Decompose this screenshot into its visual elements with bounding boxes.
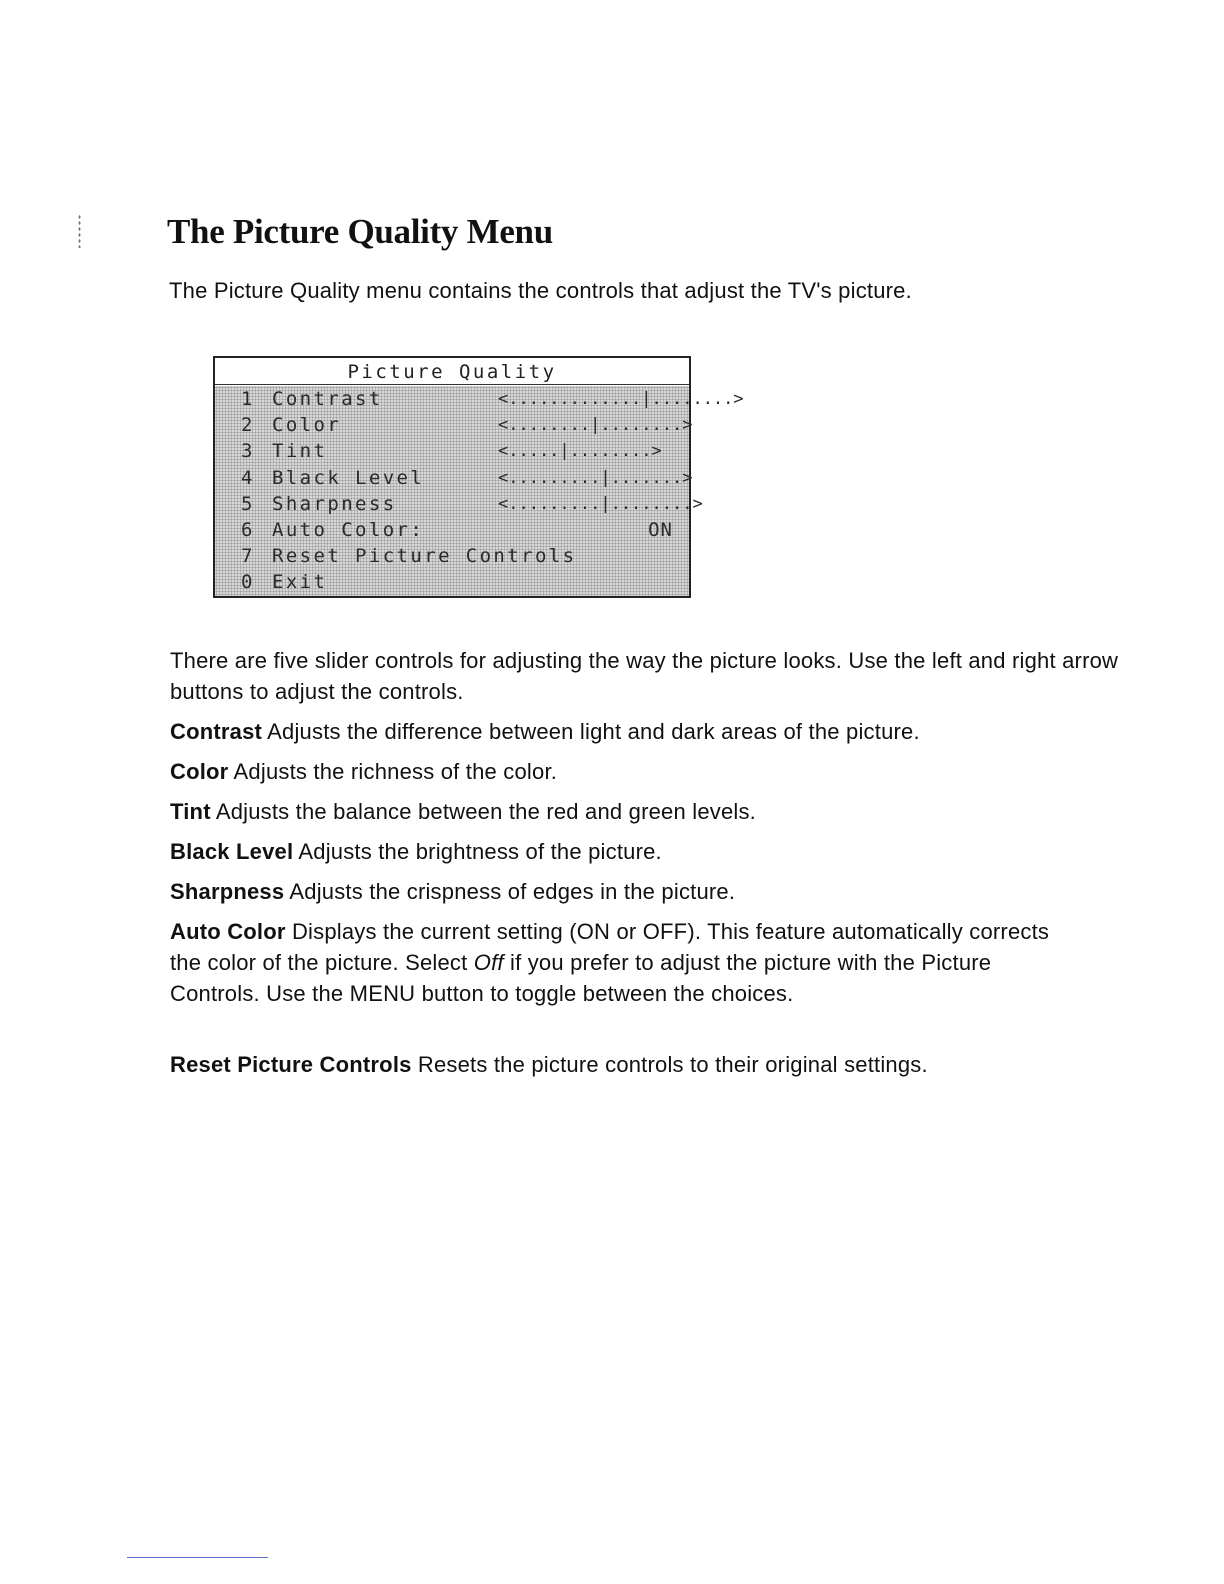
menu-item-label: Exit	[272, 571, 328, 594]
tint-slider[interactable]: <.....|........>	[498, 441, 662, 462]
menu-item-label: Sharpness	[272, 492, 397, 515]
definition-term: Color	[170, 759, 229, 784]
intro-paragraph: The Picture Quality menu contains the controls that adjust the TV's picture.	[169, 278, 912, 303]
definition-text: Resets the picture controls to their original settings.	[411, 1052, 928, 1077]
definition-term: Tint	[170, 799, 211, 824]
menu-item-tint[interactable]	[215, 438, 689, 464]
menu-item-label: Color	[272, 414, 342, 437]
definition-text: Adjusts the richness of the color.	[228, 759, 558, 784]
definition-contrast	[170, 716, 1130, 747]
menu-item-number: 1	[241, 388, 255, 410]
menu-item-number: 0	[241, 571, 255, 594]
menu-item-number: 6	[241, 518, 255, 541]
auto-color-value: ON	[648, 518, 673, 541]
black-level-slider[interactable]: <.........|.......>	[498, 467, 693, 488]
definition-sharpness	[170, 876, 1130, 907]
menu-items	[215, 386, 744, 596]
menu-item-label: Black Level	[272, 466, 425, 489]
definition-reset-picture-controls	[170, 1049, 1170, 1080]
menu-item-label: Tint	[272, 440, 328, 463]
menu-item-sharpness[interactable]	[215, 491, 703, 517]
definition-auto-color	[170, 916, 1070, 1009]
menu-item-number: 2	[241, 414, 255, 437]
contrast-slider[interactable]: <.............|........>	[498, 389, 744, 409]
sharpness-slider[interactable]: <.........|........>	[498, 493, 703, 514]
definition-term: Contrast	[170, 719, 263, 744]
scan-artifact	[78, 214, 81, 248]
definition-term: Auto Color	[170, 919, 286, 944]
menu-item-exit[interactable]	[215, 569, 689, 595]
menu-item-color[interactable]	[215, 412, 693, 438]
footer-rule	[127, 1557, 268, 1558]
menu-item-label: Reset Picture Controls	[272, 545, 577, 568]
definition-text: Adjusts the crispness of edges in the picture.	[284, 879, 736, 904]
page-title: The Picture Quality Menu	[167, 212, 553, 251]
menu-item-reset-picture-controls[interactable]	[215, 543, 689, 569]
menu-item-number: 3	[241, 440, 255, 463]
sliders-intro-paragraph: There are five slider controls for adjusting the way the picture looks. Use the left and right arrow buttons to adjust the controls.	[170, 648, 1119, 704]
menu-title: Picture Quality	[215, 358, 689, 385]
definition-text: Adjusts the brightness of the picture.	[293, 839, 662, 864]
definition-text: Displays the current setting (ON or OFF). This feature automatically corrects the color of the picture. Select	[170, 919, 1050, 975]
definition-text: Adjusts the difference between light and dark areas of the picture.	[262, 719, 920, 744]
definition-term: Reset Picture Controls	[170, 1052, 412, 1077]
menu-item-number: 4	[241, 466, 255, 489]
definition-emphasis: Off	[473, 950, 504, 975]
menu-item-auto-color[interactable]	[215, 517, 689, 543]
definition-tint	[170, 796, 1130, 827]
menu-item-black-level[interactable]	[215, 465, 693, 491]
definition-color	[170, 756, 1130, 787]
definition-black-level	[170, 836, 1130, 867]
definition-text: Adjusts the balance between the red and green levels.	[210, 799, 756, 824]
definition-term: Sharpness	[170, 879, 285, 904]
definition-term: Black Level	[170, 839, 294, 864]
picture-quality-menu-screen	[213, 356, 744, 598]
menu-item-number: 5	[241, 492, 255, 515]
definition-text: if you prefer to adjust the picture with the Picture Controls. Use the MENU button to toggle between the choices.	[170, 950, 992, 1006]
color-slider[interactable]: <........|........>	[498, 415, 693, 436]
menu-item-label: Contrast	[272, 388, 383, 410]
menu-item-contrast[interactable]	[215, 386, 744, 412]
menu-item-label: Auto Color:	[272, 518, 425, 541]
menu-item-number: 7	[241, 545, 255, 568]
